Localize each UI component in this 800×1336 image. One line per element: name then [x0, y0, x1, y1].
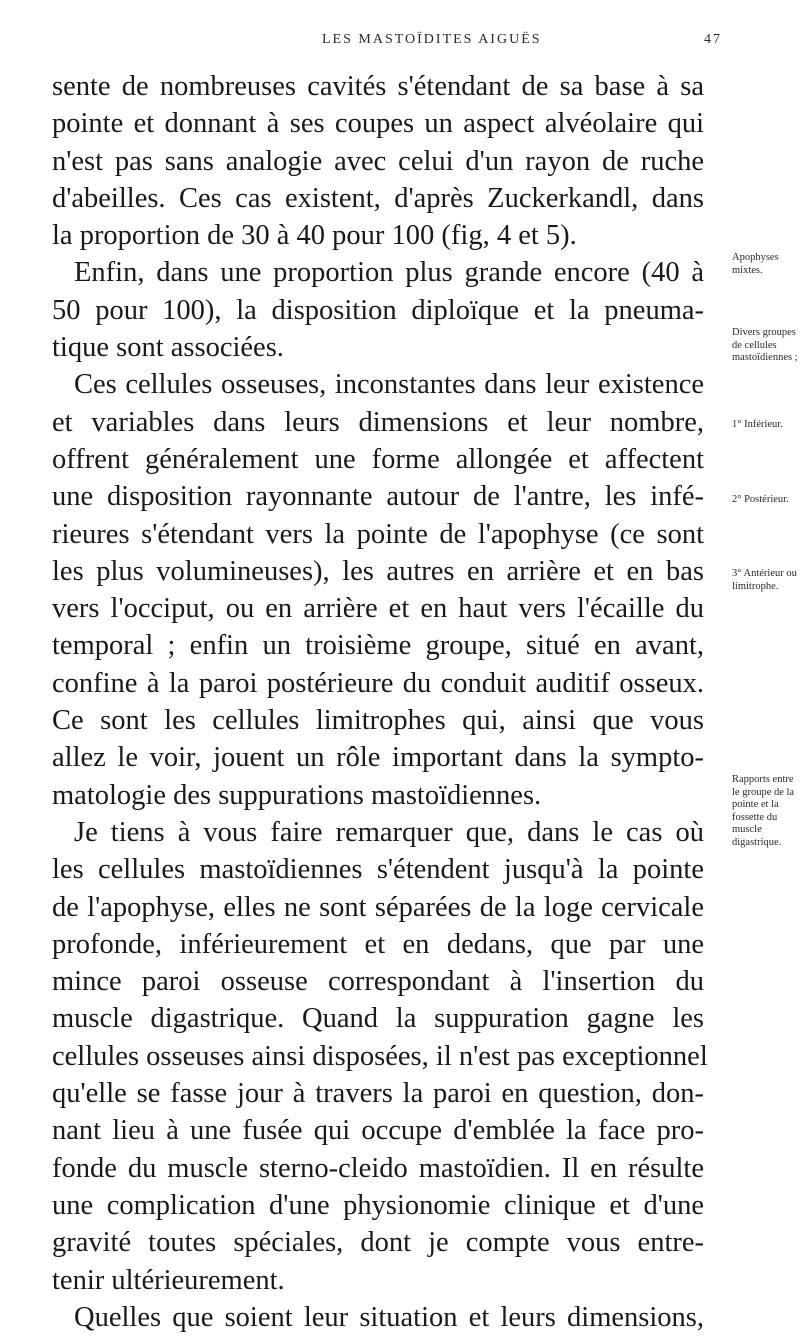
text-line: cellules osseuses ainsi disposées, il n'est pas exceptionnel — [52, 1040, 708, 1072]
text-line: 50 pour 100), la disposition diploïque et la pneuma- — [52, 294, 704, 326]
text-line: Je tiens à vous faire remarquer que, dans le cas où — [74, 816, 704, 848]
text-line: allez le voir, jouent un rôle important dans la sympto- — [52, 742, 704, 774]
margin-note: 2° Postérieur. — [732, 494, 789, 505]
running-header — [322, 32, 722, 48]
text-line: gravité toutes spéciales, dont je compte vous entre- — [52, 1227, 704, 1259]
text-line: matologie des suppurations mastoïdiennes. — [52, 779, 542, 811]
text-line: Enfin, dans une proportion plus grande encore (40 à — [74, 257, 704, 289]
text-line: tique sont associées. — [52, 332, 284, 364]
text-line: les plus volumineuses), les autres en arrière et en bas — [52, 555, 704, 587]
text-line: temporal ; enfin un troisième groupe, situé en avant, — [52, 630, 704, 662]
text-line: profonde, inférieurement et en dedans, que par une — [52, 928, 704, 960]
text-line: Ces cellules osseuses, inconstantes dans leur existence — [74, 369, 704, 401]
text-line: tenir ultérieurement. — [52, 1264, 285, 1296]
text-line: Quelles que soient leur situation et leurs dimensions, — [74, 1301, 704, 1333]
text-line: Ce sont les cellules limitrophes qui, ainsi que vous — [52, 705, 704, 737]
text-line: qu'elle se fasse jour à travers la paroi en question, don- — [52, 1078, 704, 1110]
text-line: une complication d'une physionomie clinique et d'une — [52, 1189, 704, 1221]
text-line: nant lieu à une fusée qui occupe d'emblée la face pro- — [52, 1115, 704, 1147]
text-line: la proportion de 30 à 40 pour 100 (fig, 4 et 5). — [52, 220, 577, 252]
text-line: les cellules mastoïdiennes s'étendent jusqu'à la pointe — [52, 854, 704, 886]
text-line: confine à la paroi postérieure du conduit auditif osseux. — [52, 667, 704, 699]
margin-note: 3° Antérieur ou limitrophe. — [732, 568, 797, 592]
text-line: sente de nombreuses cavités s'étendant de sa base à sa — [52, 71, 704, 102]
margin-note: Divers groupes de cellules mastoïdiennes ; — [732, 327, 798, 363]
text-line: et variables dans leurs dimensions et leur nombre, — [52, 406, 704, 438]
text-line: muscle digastrique. Quand la suppuration gagne les — [52, 1003, 704, 1035]
text-line: rieures s'étendant vers la pointe de l'apophyse (ce sont — [52, 518, 704, 550]
text-line: d'abeilles. Ces cas existent, d'après Zuckerkandl, dans — [52, 182, 704, 214]
text-line: mince paroi osseuse correspondant à l'insertion du — [52, 966, 704, 998]
text-line: une disposition rayonnante autour de l'antre, les infé- — [52, 481, 704, 513]
body-text — [52, 68, 750, 1336]
text-line: de l'apophyse, elles ne sont séparées de la loge cervicale — [52, 891, 704, 923]
text-line: pointe et donnant à ses coupes un aspect alvéolaire qui — [52, 108, 704, 140]
text-line: vers l'occiput, ou en arrière et en haut vers l'écaille du — [52, 593, 704, 625]
running-title: LES MASTOÏDITES AIGUËS — [322, 32, 542, 47]
text-line: offrent généralement une forme allongée et affectent — [52, 443, 704, 475]
text-line: fonde du muscle sterno-cleido mastoïdien. Il en résulte — [52, 1152, 704, 1184]
page-number: 47 — [704, 32, 722, 47]
margin-note: Rapports entre le groupe de la pointe et la fossette du muscle digastrique. — [732, 774, 795, 848]
margin-note: 1° Inférieur. — [732, 419, 783, 430]
margin-note: Apophyses mixtes. — [732, 252, 779, 276]
text-line: n'est pas sans analogie avec celui d'un rayon de ruche — [52, 145, 704, 177]
